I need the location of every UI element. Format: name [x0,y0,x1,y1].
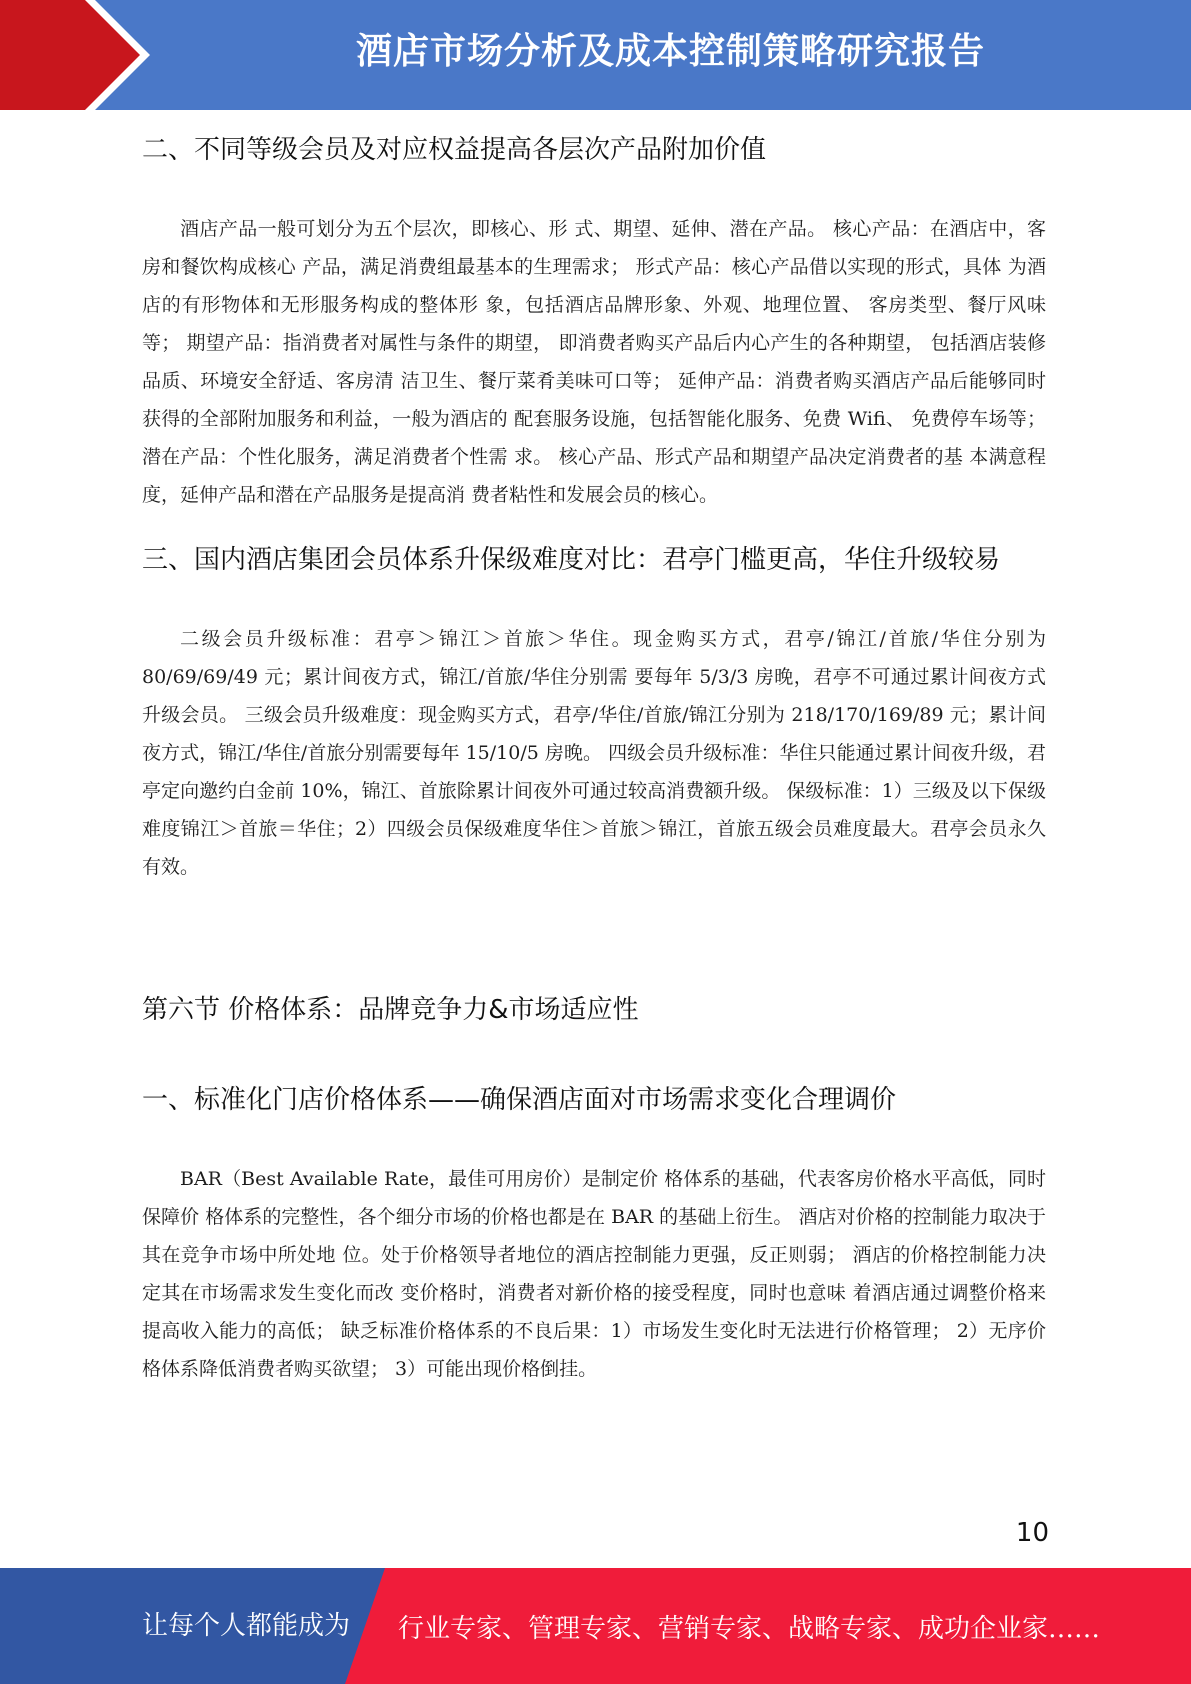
paragraph-upgrade-difficulty: 二级会员升级标准：君亭＞锦江＞首旅＞华住。现金购买方式，君亭/锦江/首旅/华住分别为 80/69/69/49 元；累计间夜方式，锦江/首旅/华住分别需 要每年 5/3/3 房晚，君亭不可通过累计间夜方式升级会员。 三级会员升级难度：现金购买方式，君亭/华住/首旅/锦江分别为 218/170/169/89 元；累计间夜方式，锦江/华住/首旅分别需要每年 15/10/5 房晚。 四级会员升级标准：华住只能通过累计间夜升级，君亭定向邀约白金前 10%，锦江、首旅除累计间夜外可通过较高消费额升级。 保级标准：1）三级及以下保级难度锦江＞首旅＝华住；2）四级会员保级难度华住＞首旅＞锦江，首旅五级会员难度最大。君亭会员永久有效。 [142,628,1046,878]
header-banner [0,0,1191,110]
report-title: 酒店市场分析及成本控制策略研究报告 [355,31,985,72]
page-number: 10 [1015,1518,1049,1548]
footer-banner [0,1568,1191,1684]
heading-price-system: 一、标准化门店价格体系——确保酒店面对市场需求变化合理调价 [142,1085,897,1115]
heading-member-comparison: 三、国内酒店集团会员体系升保级难度对比：君亭门槛更高，华住升级较易 [142,545,1001,575]
heading-section-six: 第六节 价格体系：品牌竞争力&市场适应性 [142,995,639,1025]
paragraph-bar-pricing: BAR（Best Available Rate，最佳可用房价）是制定价 格体系的基础，代表客房价格水平高低，同时保障价 格体系的完整性，各个细分市场的价格也都是在 BAR 的基础上衍生。 酒店对价格的控制能力取决于其在竞争市场中所处地 位。处于价格领导者地位的酒店控制能力更强，反正则弱； 酒店的价格控制能力决定其在市场需求发生变化而改 变价格时，消费者对新价格的接受程度，同时也意味 着酒店通过调整价格来提高收入能力的高低； 缺乏标准价格体系的不良后果：1）市场发生变化时无法进行价格管理； 2）无序价格体系降低消费者购买欲望； 3）可能出现价格倒挂。 [142,1168,1046,1380]
footer-slogan-left: 让每个人都能成为 [142,1611,351,1641]
header-chevron-icon [0,0,140,110]
footer-slogan-right: 行业专家、管理专家、营销专家、战略专家、成功企业家…… [398,1614,1101,1644]
heading-member-tiers: 二、不同等级会员及对应权益提高各层次产品附加价值 [142,135,767,165]
paragraph-product-levels: 酒店产品一般可划分为五个层次，即核心、形 式、期望、延伸、潜在产品。 核心产品：在酒店中，客房和餐饮构成核心 产品，满足消费组最基本的生理需求； 形式产品：核心产品借以实现的形式，具体 为酒店的有形物体和无形服务构成的整体形 象，包括酒店品牌形象、外观、地理位置、 客房类型、餐厅风味等； 期望产品：指消费者对属性与条件的期望， 即消费者购买产品后内心产生的各种期望， 包括酒店装修品质、环境安全舒适、客房清 洁卫生、餐厅菜肴美味可口等； 延伸产品：消费者购买酒店产品后能够同时 获得的全部附加服务和利益，一般为酒店的 配套服务设施，包括智能化服务、免费 Wifi、 免费停车场等； 潜在产品：个性化服务，满足消费者个性需 求。 核心产品、形式产品和期望产品决定消费者的基 本满意程度，延伸产品和潜在产品服务是提高消 费者粘性和发展会员的核心。 [142,218,1046,506]
page-content [142,125,1046,1388]
